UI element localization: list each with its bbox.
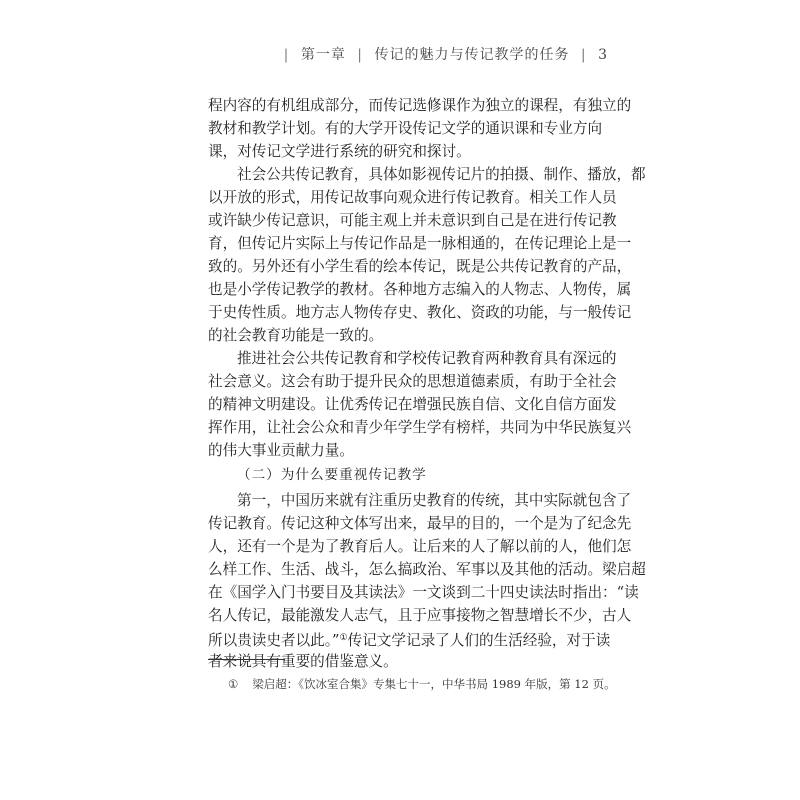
text-line: 的伟大事业贡献力量。 <box>208 442 354 459</box>
chapter-label: 第一章 <box>300 47 346 63</box>
text-line: 者来说具有重要的借鉴意义。 <box>208 653 398 670</box>
text-line: 以开放的形式，用传记故事向观众进行传记教育。相关工作人员 <box>208 189 617 206</box>
text-line: 教材和教学计划。有的大学开设传记文学的通识课和专业方向 <box>208 120 603 137</box>
text-line: 也是小学传记教学的教材。各种地方志编入的人物志、人物传，属 <box>208 281 632 298</box>
text-segment: 所以贵读史者以此。” <box>208 632 340 649</box>
section-subheading: （二）为什么要重视传记教学 <box>237 467 427 483</box>
footnote-divider <box>208 659 285 660</box>
page-number: 3 <box>598 47 608 63</box>
text-segment: 传记文学记录了人们的生活经验，对于读 <box>347 632 611 649</box>
text-line: 第一，中国历来就有注重历史教育的传统，其中实际就包含了 <box>237 492 632 509</box>
text-line: 传记教育。传记这种文体写出来，最早的目的，一个是为了纪念先 <box>208 515 632 532</box>
text-line: 的社会教育功能是一致的。 <box>208 327 384 344</box>
text-line: 名人传记，最能激发人志气，且于应事接物之智慧增长不少，古人 <box>208 607 632 624</box>
text-line: 于史传性质。地方志人物传存史、教化、资政的功能，与一般传记 <box>208 304 632 321</box>
footnote <box>228 676 616 692</box>
text-line: 致的。另外还有小学生看的绘本传记，既是公共传记教育的产品， <box>208 258 632 275</box>
footnote-text: 梁启超：《饮冰室合集》专集七十一，中华书局 1989 年版，第 12 页。 <box>252 677 616 691</box>
header-separator: | <box>580 47 587 63</box>
running-header <box>278 44 608 64</box>
header-separator: | <box>283 47 290 63</box>
text-line: 程内容的有机组成部分，而传记选修课作为独立的课程，有独立的 <box>208 97 632 114</box>
text-line: 社会意义。这会有助于提升民众的思想道德素质，有助于全社会 <box>208 373 617 390</box>
text-line: 挥作用，让社会公众和青少年学生学有榜样，共同为中华民族复兴 <box>208 419 632 436</box>
footnote-mark: ① <box>228 677 239 691</box>
body-text <box>208 94 646 673</box>
header-separator: | <box>357 47 363 63</box>
text-line: 社会公共传记教育，具体如影视传记片的拍摄、制作、播放，都 <box>237 166 646 183</box>
text-line: 在《国学入门书要目及其读法》一文谈到二十四史读法时指出：“读 <box>208 584 639 601</box>
text-line: 或许缺少传记意识，可能主观上并未意识到自己是在进行传记教 <box>208 212 617 229</box>
chapter-title: 传记的魅力与传记教学的任务 <box>374 47 570 63</box>
text-line: 课，对传记文学进行系统的研究和探讨。 <box>208 143 471 160</box>
text-line: 育，但传记片实际上与传记作品是一脉相通的，在传记理论上是一 <box>208 235 632 252</box>
text-line: 的精神文明建设。让优秀传记在增强民族自信、文化自信方面发 <box>208 396 617 413</box>
text-line: 么样工作、生活、战斗，怎么搞政治、军事以及其他的活动。梁启超 <box>208 561 646 578</box>
text-line <box>208 627 611 650</box>
text-line: 推进社会公共传记教育和学校传记教育两种教育具有深远的 <box>237 350 617 367</box>
footnote-reference[interactable]: ① <box>339 633 348 643</box>
text-line: 人，还有一个是为了教育后人。让后来的人了解以前的人，他们怎 <box>208 538 632 555</box>
